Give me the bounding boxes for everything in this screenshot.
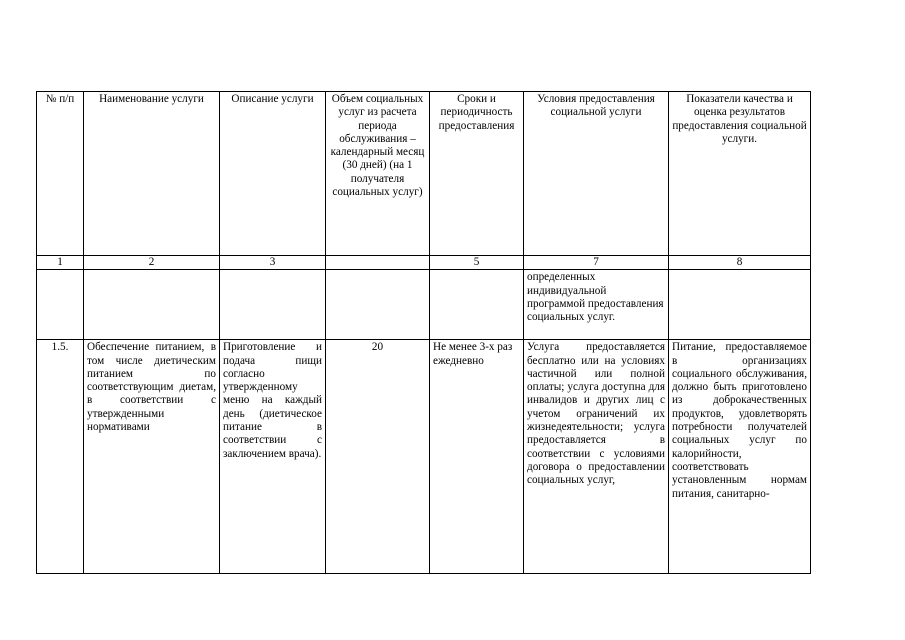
cell-number: 1.5. <box>37 340 84 574</box>
cell-quality: Питание, предоставляемое в организациях социального обслуживания, должно быть приготовлено из доброкачественных продуктов, удовлетворять потребности получателей социальных услуг по калорийности, соответствовать установленным нормам питания, санитарно- <box>669 340 811 574</box>
column-number: 5 <box>430 256 524 270</box>
header-quality: Показатели качества и оценка результатов предоставления социальной услуги. <box>669 92 811 256</box>
cell-quality <box>669 270 811 340</box>
cell-number <box>37 270 84 340</box>
column-number: 3 <box>220 256 326 270</box>
column-number: 2 <box>84 256 220 270</box>
table-row <box>37 270 811 340</box>
cell-frequency: Не менее 3-х раз ежедневно <box>430 340 524 574</box>
header-service-name: Наименование услуги <box>84 92 220 256</box>
header-volume: Объем социальных услуг из расчета периода обслуживания – календарный месяц (30 дней) (на 1 получателя социальных услуг) <box>326 92 430 256</box>
column-number: 7 <box>524 256 669 270</box>
column-number: 8 <box>669 256 811 270</box>
column-number-row <box>37 256 811 270</box>
header-service-description: Описание услуги <box>220 92 326 256</box>
header-frequency: Сроки и периодичность предоставления <box>430 92 524 256</box>
cell-name: Обеспечение питанием, в том числе диетическим питанием по соответствующим диетам, в соответствии с утвержденными нормативами <box>84 340 220 574</box>
column-number: 1 <box>37 256 84 270</box>
cell-name <box>84 270 220 340</box>
cell-frequency <box>430 270 524 340</box>
header-row <box>37 92 811 256</box>
cell-conditions: определенных индивидуальной программой предоставления социальных услуг. <box>524 270 669 340</box>
table-row <box>37 340 811 574</box>
column-number <box>326 256 430 270</box>
cell-description: Приготовление и подача пищи согласно утвержденному меню на каждый день (диетическое питание в соответствии с заключением врача). <box>220 340 326 574</box>
services-table <box>36 91 811 574</box>
cell-conditions: Услуга предоставляется бесплатно или на условиях частичной или полной оплаты; услуга доступна для инвалидов и других лиц с учетом ограничений их жизнедеятельности; услуга предоставляется в соответствии с условиями договора о предоставлении социальных услуг, <box>524 340 669 574</box>
header-number: № п/п <box>37 92 84 256</box>
cell-description <box>220 270 326 340</box>
cell-volume <box>326 270 430 340</box>
header-conditions: Условия предоставления социальной услуги <box>524 92 669 256</box>
cell-volume: 20 <box>326 340 430 574</box>
